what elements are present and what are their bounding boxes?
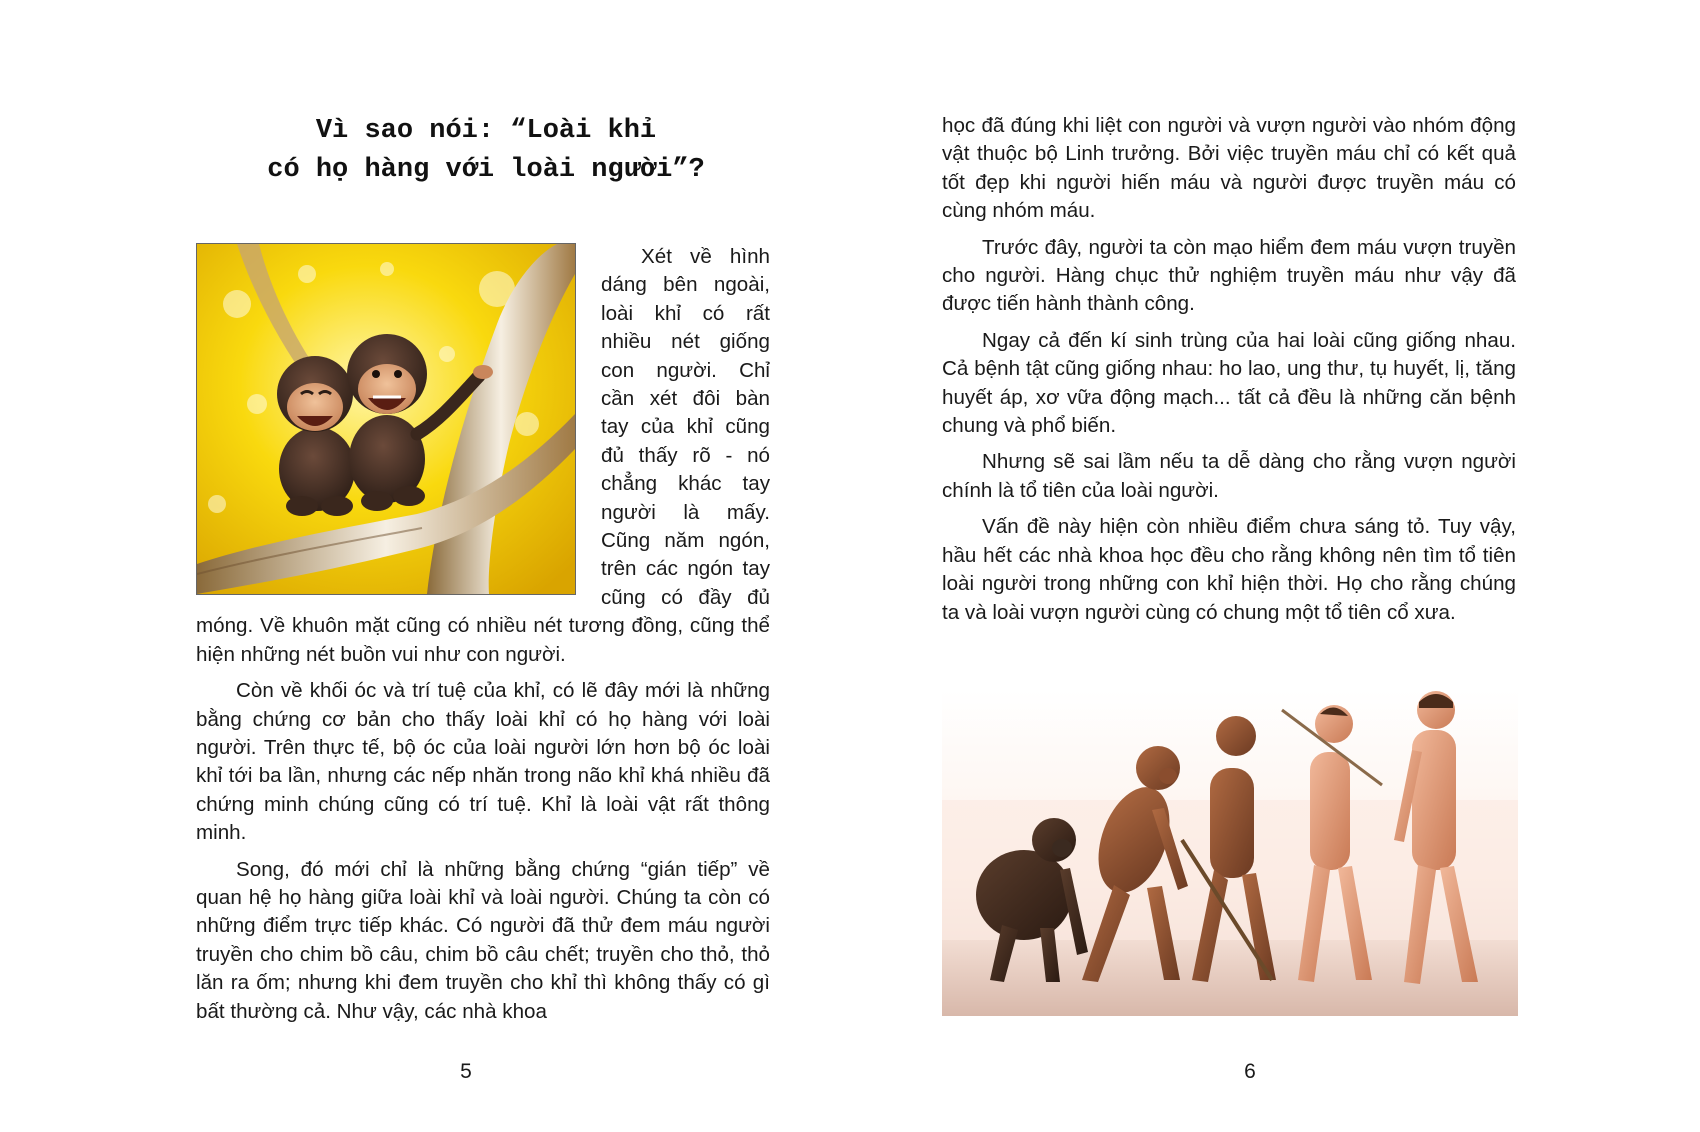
- right-page: [850, 0, 1700, 1132]
- title-line-1: Vì sao nói: “Loài khỉ: [315, 116, 657, 146]
- paragraph-ape-blood: Trước đây, người ta còn mạo hiểm đem máu vượn truyền cho người. Hàng chục thử nghiệm truyền máu như vậy đã được tiến hành thành công.: [942, 235, 1516, 316]
- page-number: 6: [1244, 1060, 1256, 1083]
- page-title: [196, 112, 776, 190]
- right-article-body: [942, 112, 1516, 635]
- paragraph-ancestor: Vấn đề này hiện còn nhiều điểm chưa sáng tỏ. Tuy vậy, hầu hết các nhà khoa học đều cho rằng không nên tìm tổ tiên loài người trong những con khỉ hiện thời. Họ cho rằng chúng ta và loài vượn người cùng có chung một tổ tiên cổ xưa.: [942, 515, 1516, 624]
- monkey-photo-frame: [196, 243, 586, 595]
- human-evolution-illustration: [942, 690, 1518, 1016]
- paragraph-blood: Song, đó mới chỉ là những bằng chứng “gián tiếp” về quan hệ họ hàng giữa loài khỉ và loài người. Chúng ta còn có những điểm trực tiếp khác. Có người đã thử đem máu người truyền cho chim bồ câu, chim bồ câu chết; truyền cho thỏ, thỏ lăn ra ốm; nhưng khi đem truyền cho khỉ thì không thấy có gì bất thường cả. Như vậy, các nhà khoa: [196, 857, 770, 1023]
- intro-paragraph: Xét về hình dáng bên ngoài, loài khỉ có rất nhiều nét giống con người. Chỉ cần xét đôi bàn tay của khỉ cũng đủ thấy rõ - nó chẳng khác tay người là mấy. Cũng năm ngón, trên các ngón tay cũng có đầy đủ móng. Về khuôn mặt cũng có nhiều nét tương đồng, cũng thể hiện những nét buồn vui như con người.: [196, 245, 770, 666]
- paragraph-mistake: Nhưng sẽ sai lầm nếu ta dễ dàng cho rằng vượn người chính là tổ tiên của loài người.: [942, 450, 1516, 502]
- title-line-2: có họ hàng với loài người”?: [267, 155, 705, 185]
- paragraph-brain: Còn về khối óc và trí tuệ của khỉ, có lẽ đây mới là những bằng chứng cơ bản cho thấy loài khỉ có họ hàng với loài người. Trên thực tế, bộ óc của loài người lớn hơn bộ óc loài khỉ tới ba lần, nhưng các nếp nhăn trong não khỉ khá nhiều đã chứng minh chúng cũng có trí tuệ. Khỉ là loài vật rất thông minh.: [196, 679, 770, 845]
- baby-monkeys-photo: [196, 243, 576, 595]
- continuation-paragraph: học đã đúng khi liệt con người và vượn người vào nhóm động vật thuộc bộ Linh trưởng. Bởi việc truyền máu chỉ có kết quả tốt đẹp khi người hiến máu và người được truyền máu có cùng nhóm máu.: [942, 114, 1516, 223]
- left-article-body: [196, 243, 770, 1034]
- paragraph-parasites: Ngay cả đến kí sinh trùng của hai loài cũng giống nhau. Cả bệnh tật cũng giống nhau: ho lao, ung thư, tụ huyết, lị, tăng huyết áp, xơ vữa động mạch... tất cả đều là những căn bệnh chung và phổ biến.: [942, 328, 1516, 438]
- page-number: 5: [460, 1060, 472, 1083]
